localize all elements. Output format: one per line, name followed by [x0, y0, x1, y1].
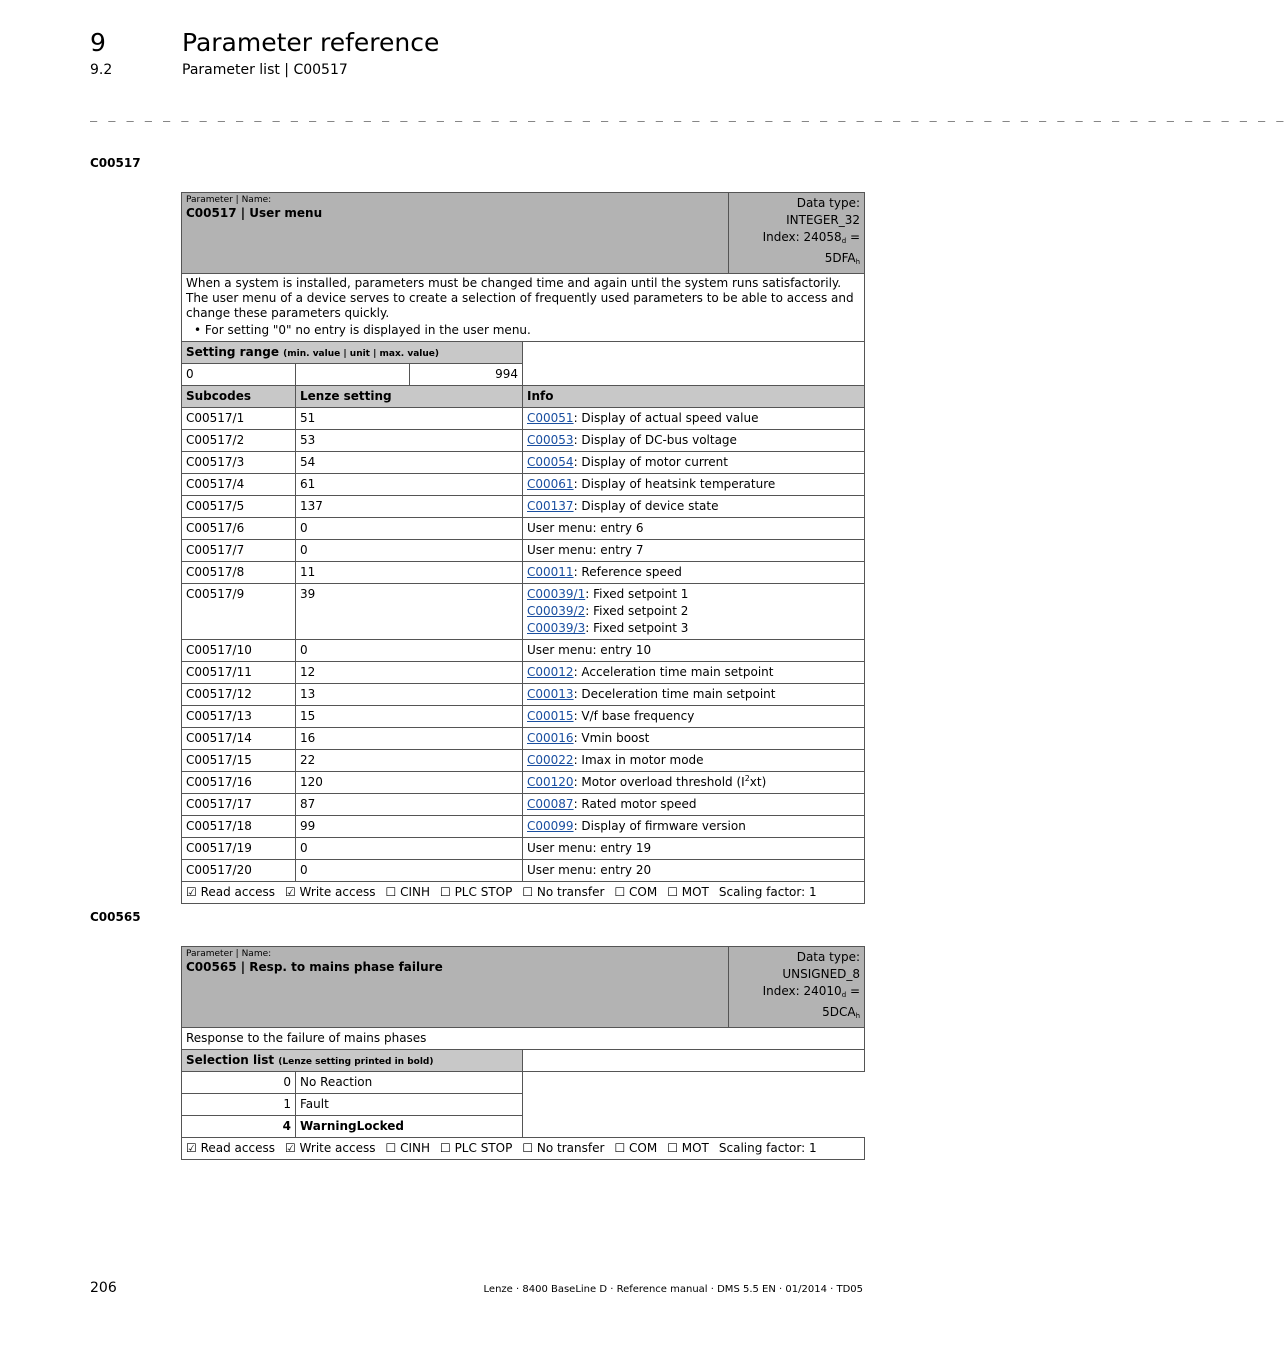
table-row — [182, 816, 865, 838]
table-row — [182, 518, 865, 540]
list-item — [182, 1094, 865, 1116]
lenze-setting-cell: 13 — [296, 684, 523, 706]
info-line — [527, 603, 860, 620]
param-table-c00517 — [181, 192, 865, 904]
table-row — [182, 794, 865, 816]
list-item — [182, 1072, 865, 1094]
param-title: C00517 | User menu — [186, 206, 323, 220]
info-cell — [523, 816, 865, 838]
info-text: : Fixed setpoint 1 — [585, 587, 689, 601]
subcode-cell: C00517/4 — [182, 474, 296, 496]
access-footer-row — [182, 882, 865, 904]
subcode-cell: C00517/14 — [182, 728, 296, 750]
info-text: : Motor overload threshold (I — [573, 775, 745, 789]
data-type: Data type: INTEGER_32 — [786, 196, 861, 227]
access-flag: ☐ MOT — [667, 885, 709, 899]
option-number: 0 — [182, 1072, 296, 1094]
col-subcodes: Subcodes — [182, 386, 296, 408]
info-line — [527, 476, 860, 493]
param-link[interactable]: C00012 — [527, 665, 574, 679]
param-name-cell — [182, 193, 729, 274]
param-link[interactable]: C00087 — [527, 797, 574, 811]
param-link[interactable]: C00013 — [527, 687, 574, 701]
subcode-cell: C00517/2 — [182, 430, 296, 452]
info-cell — [523, 584, 865, 640]
selection-list-header — [182, 1050, 865, 1072]
info-cell — [523, 408, 865, 430]
table-row — [182, 496, 865, 518]
subcode-cell: C00517/5 — [182, 496, 296, 518]
param-link[interactable]: C00039/3 — [527, 621, 586, 635]
access-flag: ☐ No transfer — [522, 1141, 605, 1155]
setting-range-label: Setting range — [186, 345, 279, 359]
lenze-setting-cell: 51 — [296, 408, 523, 430]
lenze-setting-cell: 16 — [296, 728, 523, 750]
data-type: Data type: UNSIGNED_8 — [782, 950, 861, 981]
access-flag: ☐ PLC STOP — [440, 1141, 513, 1155]
col-info: Info — [523, 386, 865, 408]
info-cell — [523, 452, 865, 474]
param-description: When a system is installed, parameters must be changed time and again until the system runs satisfactorily. The user menu of a device serves to create a selection of frequently used parameters to be able to access and change these parameters quickly. — [186, 276, 854, 320]
chapter-number: 9 — [90, 28, 106, 57]
param-link[interactable]: C00099 — [527, 819, 574, 833]
param-title: C00565 | Resp. to mains phase failure — [186, 960, 443, 974]
lenze-setting-cell: 0 — [296, 860, 523, 882]
option-text: Fault — [296, 1094, 523, 1116]
subcode-cell: C00517/17 — [182, 794, 296, 816]
lenze-setting-cell: 0 — [296, 518, 523, 540]
subcode-cell: C00517/15 — [182, 750, 296, 772]
info-line — [527, 642, 860, 659]
subcode-cell: C00517/10 — [182, 640, 296, 662]
info-line — [527, 432, 860, 449]
subcode-cell: C00517/1 — [182, 408, 296, 430]
data-type-cell — [729, 193, 865, 274]
info-text: : Fixed setpoint 2 — [585, 604, 689, 618]
info-cell — [523, 750, 865, 772]
access-flag: ☐ No transfer — [522, 885, 605, 899]
access-footer-row — [182, 1138, 865, 1160]
info-line — [527, 410, 860, 427]
info-line — [527, 620, 860, 637]
param-link[interactable]: C00061 — [527, 477, 574, 491]
header-separator: _ _ _ _ _ _ _ _ _ _ _ _ _ _ _ _ _ _ _ _ _ _ _ _ _ _ _ _ _ _ _ _ _ _ _ _ _ _ _ _ _ _ _ _ _ _ _ _ _ _ _ _ _ _ _ _ _ _ _ _ _ _ _ _ _ _ — [90, 108, 1285, 122]
table-row — [182, 750, 865, 772]
param-heading-c00517: C00517 — [90, 156, 141, 170]
access-flag: Scaling factor: 1 — [718, 885, 817, 899]
info-text: : Display of device state — [573, 499, 719, 513]
param-link[interactable]: C00039/1 — [527, 587, 586, 601]
info-cell — [523, 540, 865, 562]
info-text: : Display of heatsink temperature — [573, 477, 776, 491]
section-title: Parameter list | C00517 — [182, 62, 348, 78]
param-link[interactable]: C00011 — [527, 565, 574, 579]
col-lenze-setting: Lenze setting — [296, 386, 523, 408]
lenze-setting-cell: 11 — [296, 562, 523, 584]
subcode-cell: C00517/3 — [182, 452, 296, 474]
page-footer: Lenze · 8400 BaseLine D · Reference manual · DMS 5.5 EN · 01/2014 · TD05 — [483, 1284, 863, 1295]
param-link[interactable]: C00016 — [527, 731, 574, 745]
info-line — [527, 454, 860, 471]
table-row — [182, 562, 865, 584]
table-row — [182, 860, 865, 882]
info-text: : Display of DC-bus voltage — [573, 433, 737, 447]
lenze-setting-cell: 54 — [296, 452, 523, 474]
info-cell — [523, 518, 865, 540]
param-link[interactable]: C00137 — [527, 499, 574, 513]
info-text: User menu: entry 19 — [527, 841, 652, 855]
info-text: : Rated motor speed — [573, 797, 697, 811]
option-text: No Reaction — [296, 1072, 523, 1094]
subcode-cell: C00517/8 — [182, 562, 296, 584]
info-text: : Display of motor current — [573, 455, 728, 469]
info-text: User menu: entry 7 — [527, 543, 644, 557]
param-name-label: Parameter | Name: — [186, 949, 272, 959]
info-text: : Vmin boost — [573, 731, 650, 745]
table-row — [182, 408, 865, 430]
param-link[interactable]: C00120 — [527, 775, 574, 789]
info-line — [527, 498, 860, 515]
info-line — [527, 664, 860, 681]
subcode-cell: C00517/12 — [182, 684, 296, 706]
access-flag: ☑ Read access — [186, 885, 275, 899]
subcode-cell: C00517/11 — [182, 662, 296, 684]
selection-list-sub: (Lenze setting printed in bold) — [278, 1057, 434, 1067]
table-row — [182, 684, 865, 706]
lenze-setting-cell: 120 — [296, 772, 523, 794]
access-flag: ☐ PLC STOP — [440, 885, 513, 899]
info-cell — [523, 562, 865, 584]
table-row — [182, 540, 865, 562]
info-line — [527, 774, 860, 791]
info-line — [527, 686, 860, 703]
info-line — [527, 730, 860, 747]
index: Index: $24058_d = 5DFA_h$ — [762, 230, 861, 266]
info-text: User menu: entry 20 — [527, 863, 652, 877]
subcode-cell: C00517/18 — [182, 816, 296, 838]
access-flag: Scaling factor: 1 — [718, 1141, 817, 1155]
lenze-setting-cell: 0 — [296, 838, 523, 860]
info-text: : Display of actual speed value — [573, 411, 759, 425]
info-line — [527, 752, 860, 769]
param-header-row — [182, 947, 865, 1028]
info-line — [527, 840, 860, 857]
access-flag: ☐ COM — [614, 1141, 658, 1155]
lenze-setting-cell: 137 — [296, 496, 523, 518]
subcode-cell: C00517/16 — [182, 772, 296, 794]
info-cell — [523, 772, 865, 794]
info-cell — [523, 794, 865, 816]
info-cell — [523, 640, 865, 662]
lenze-setting-cell: 12 — [296, 662, 523, 684]
info-cell — [523, 430, 865, 452]
info-line — [527, 862, 860, 879]
info-cell — [523, 706, 865, 728]
data-type-cell — [729, 947, 865, 1028]
info-line — [527, 564, 860, 581]
access-flag: ☐ MOT — [667, 1141, 709, 1155]
table-row — [182, 584, 865, 640]
option-text: WarningLocked — [296, 1116, 523, 1138]
info-text: : Reference speed — [573, 565, 682, 579]
info-line — [527, 818, 860, 835]
access-flag: ☐ CINH — [385, 1141, 430, 1155]
subcode-cell: C00517/7 — [182, 540, 296, 562]
lenze-setting-cell: 39 — [296, 584, 523, 640]
description-row — [182, 1028, 865, 1050]
info-cell — [523, 496, 865, 518]
info-cell — [523, 838, 865, 860]
param-link[interactable]: C00051 — [527, 411, 574, 425]
lenze-setting-cell: 61 — [296, 474, 523, 496]
info-text: : Acceleration time main setpoint — [573, 665, 774, 679]
param-table-c00565 — [181, 946, 865, 1160]
subcode-cell: C00517/19 — [182, 838, 296, 860]
option-number: 1 — [182, 1094, 296, 1116]
table-row — [182, 662, 865, 684]
range-max: 994 — [410, 364, 523, 386]
access-flag: ☑ Write access — [284, 1141, 376, 1155]
lenze-setting-cell: 87 — [296, 794, 523, 816]
range-unit — [296, 364, 410, 386]
info-text: : Deceleration time main setpoint — [573, 687, 776, 701]
info-text: : V/f base frequency — [573, 709, 695, 723]
access-flag: ☐ COM — [614, 885, 658, 899]
param-link[interactable]: C00022 — [527, 753, 574, 767]
param-description: Response to the failure of mains phases — [182, 1028, 865, 1050]
option-number: 4 — [182, 1116, 296, 1138]
table-row — [182, 838, 865, 860]
access-flag: ☐ CINH — [385, 885, 430, 899]
subcode-cell: C00517/6 — [182, 518, 296, 540]
info-cell — [523, 860, 865, 882]
param-name-cell — [182, 947, 729, 1028]
page-number: 206 — [90, 1280, 117, 1296]
subcode-header-row — [182, 386, 865, 408]
param-link[interactable]: C00054 — [527, 455, 574, 469]
info-text: : Imax in motor mode — [573, 753, 704, 767]
lenze-setting-cell: 22 — [296, 750, 523, 772]
selection-list-label: Selection list — [186, 1053, 275, 1067]
lenze-setting-cell: 99 — [296, 816, 523, 838]
info-text-after: xt) — [749, 775, 767, 789]
info-line — [527, 586, 860, 603]
info-text: User menu: entry 10 — [527, 643, 652, 657]
info-cell — [523, 728, 865, 750]
info-cell — [523, 684, 865, 706]
table-row — [182, 706, 865, 728]
access-flag: ☑ Write access — [284, 885, 376, 899]
info-text: User menu: entry 6 — [527, 521, 644, 535]
param-link[interactable]: C00015 — [527, 709, 574, 723]
list-item — [182, 1116, 865, 1138]
info-cell — [523, 662, 865, 684]
table-row — [182, 474, 865, 496]
info-text: : Display of firmware version — [573, 819, 746, 833]
chapter-title: Parameter reference — [182, 28, 440, 57]
param-note: • For setting "0" no entry is displayed in the user menu. — [194, 323, 531, 337]
info-line — [527, 708, 860, 725]
param-link[interactable]: C00053 — [527, 433, 574, 447]
index: Index: $24010_d = 5DCA_h$ — [762, 984, 861, 1020]
table-row — [182, 772, 865, 794]
lenze-setting-cell: 0 — [296, 540, 523, 562]
info-line — [527, 796, 860, 813]
subcode-cell: C00517/9 — [182, 584, 296, 640]
table-row — [182, 430, 865, 452]
superscript: 2 — [744, 774, 750, 783]
access-flag: ☑ Read access — [186, 1141, 275, 1155]
info-line — [527, 542, 860, 559]
param-name-label: Parameter | Name: — [186, 195, 272, 205]
description-row — [182, 274, 865, 342]
setting-range-sub: (min. value | unit | max. value) — [283, 349, 439, 359]
info-cell — [523, 474, 865, 496]
param-header-row — [182, 193, 865, 274]
table-row — [182, 640, 865, 662]
info-text: : Fixed setpoint 3 — [585, 621, 689, 635]
lenze-setting-cell: 15 — [296, 706, 523, 728]
param-heading-c00565: C00565 — [90, 910, 141, 924]
table-row — [182, 452, 865, 474]
table-row — [182, 728, 865, 750]
range-min: 0 — [182, 364, 296, 386]
lenze-setting-cell: 0 — [296, 640, 523, 662]
subcode-cell: C00517/20 — [182, 860, 296, 882]
param-link[interactable]: C00039/2 — [527, 604, 586, 618]
setting-range-header — [182, 342, 865, 364]
subcode-cell: C00517/13 — [182, 706, 296, 728]
section-number: 9.2 — [90, 62, 113, 78]
info-line — [527, 520, 860, 537]
lenze-setting-cell: 53 — [296, 430, 523, 452]
